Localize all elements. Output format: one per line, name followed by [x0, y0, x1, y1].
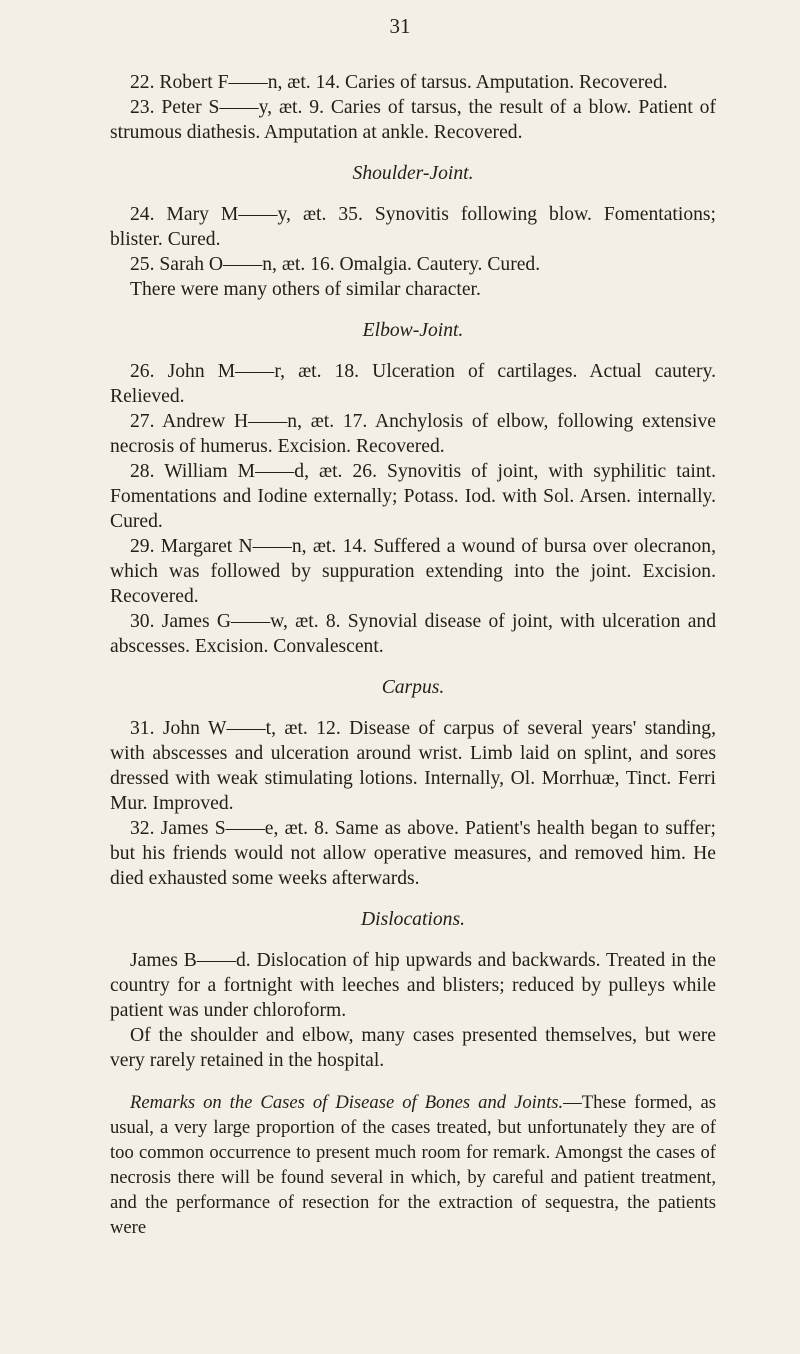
dislocation-case-hip: James B——d. Dislocation of hip upwards and backwards. Treated in the country for a fortnight with leeches and blisters; reduced by pulleys while patient was under chloroform. — [110, 950, 716, 1021]
case-26: 26. John M——r, æt. 18. Ulceration of cartilages. Actual cautery. Relieved. — [110, 361, 716, 407]
section-heading-shoulder: Shoulder-Joint. — [352, 163, 474, 184]
case-29: 29. Margaret N——n, æt. 14. Suffered a wound of bursa over olecranon, which was followed by suppuration extending into the joint. Excision. Recovered. — [110, 536, 716, 607]
section-heading-dislocations: Dislocations. — [361, 909, 465, 930]
case-30: 30. James G——w, æt. 8. Synovial disease of joint, with ulceration and abscesses. Excision. Convalescent. — [110, 611, 716, 657]
case-23: 23. Peter S——y, æt. 9. Caries of tarsus, the result of a blow. Patient of strumous diathesis. Amputation at ankle. Recovered. — [110, 97, 716, 143]
case-27: 27. Andrew H——n, æt. 17. Anchylosis of elbow, following extensive necrosis of humerus. Excision. Recovered. — [110, 411, 716, 457]
remarks-paragraph — [110, 1090, 716, 1240]
case-32: 32. James S——e, æt. 8. Same as above. Patient's health began to suffer; but his friends would not allow operative measures, and removed him. He died exhausted some weeks afterwards. — [110, 818, 716, 889]
case-25: 25. Sarah O——n, æt. 16. Omalgia. Cautery. Cured. — [130, 254, 541, 275]
case-31: 31. John W——t, æt. 12. Disease of carpus of several years' standing, with abscesses and ulceration around wrist. Limb laid on splint, and sores dressed with weak stimulating lotions. Internally, Ol. Morrhuæ, Tinct. Ferri Mur. Improved. — [110, 718, 716, 814]
case-22: 22. Robert F——n, æt. 14. Caries of tarsus. Amputation. Recovered. — [130, 72, 668, 93]
case-28: 28. William M——d, æt. 26. Synovitis of joint, with syphilitic taint. Fomentations and Iodine externally; Potass. Iod. with Sol. Arsen. internally. Cured. — [110, 461, 716, 532]
page-number: 31 — [389, 14, 411, 38]
shoulder-note: There were many others of similar character. — [130, 279, 481, 300]
section-heading-carpus: Carpus. — [381, 677, 445, 698]
remarks-text: —These formed, as usual, a very large proportion of the cases treated, but unfortunately they are of too common occurrence to present much room for remark. Amongst the cases of necrosis there will be found several in which, by careful and patient treatment, and the performance of resection for the extraction of sequestra, the patients were — [110, 1092, 716, 1238]
section-heading-elbow: Elbow-Joint. — [362, 320, 464, 341]
case-24: 24. Mary M——y, æt. 35. Synovitis following blow. Fomentations; blister. Cured. — [110, 204, 716, 250]
remarks-lead: Remarks on the Cases of Disease of Bones and Joints. — [130, 1092, 564, 1113]
dislocation-note: Of the shoulder and elbow, many cases presented themselves, but were very rarely retained in the hospital. — [110, 1025, 716, 1071]
